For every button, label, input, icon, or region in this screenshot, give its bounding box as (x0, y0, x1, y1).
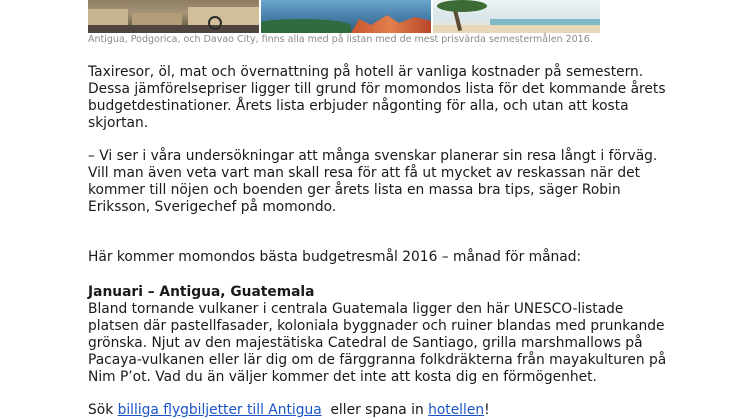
quote-paragraph: – Vi ser i våra undersökningar att många svenskar planerar sin resa långt i förväg. Vill man även veta vart man skall resa för att få ut mycket av reskassan när det kommer till nöjen och boenden ger årets lista en massa bra tips, säger Robin Eriksson, Sverigechef på momondo. (88, 148, 658, 215)
photo-caption: Antigua, Podgorica, och Davao City, finns alla med på listan med de mest prisvärda semestermålen 2016. (88, 34, 593, 45)
hotels-link[interactable]: hotellen (428, 402, 485, 418)
photo-podgorica (261, 0, 431, 33)
photo-roofs (351, 13, 431, 33)
photo-antigua (88, 0, 259, 33)
january-heading: Januari – Antigua, Guatemala (88, 284, 315, 300)
flights-antigua-link[interactable]: billiga flygbiljetter till Antigua (117, 402, 322, 418)
photo-hill (261, 19, 351, 33)
destination-photo-strip (88, 0, 600, 33)
photo-road (88, 25, 259, 33)
cta-middle: eller spana in (321, 402, 429, 418)
january-cta (88, 402, 668, 419)
january-body: Bland tornande vulkaner i centrala Guatemala ligger den här UNESCO-listade platsen där pastellfasader, koloniala byggnader och ruiner blandas med prunkande grönska. Njut av den majestätiska Catedral de Santiago, grilla marshmallows på Pacaya-vulkanen eller lär dig om de färggranna folkdräkterna från mayakulturen på Nim P’ot. Vad du än väljer kommer det inte att kosta dig en förmögenhet. (88, 301, 667, 385)
palm-fronds (437, 0, 487, 12)
cta-suffix: ! (484, 402, 490, 418)
intro-paragraph: Taxiresor, öl, mat och övernattning på hotell är vanliga kostnader på semestern. Dessa jämförelsepriser ligger till grund för momondos lista för det kommande årets budgetdestinationer. Årets lista erbjuder någonting för alla, och utan att kosta skjortan. (88, 64, 666, 131)
photo-davao-city (433, 0, 600, 33)
list-intro-paragraph: Här kommer momondos bästa budgetresmål 2016 – månad för månad: (88, 249, 582, 265)
bicycle-icon (208, 16, 222, 30)
cta-prefix: Sök (88, 402, 118, 418)
